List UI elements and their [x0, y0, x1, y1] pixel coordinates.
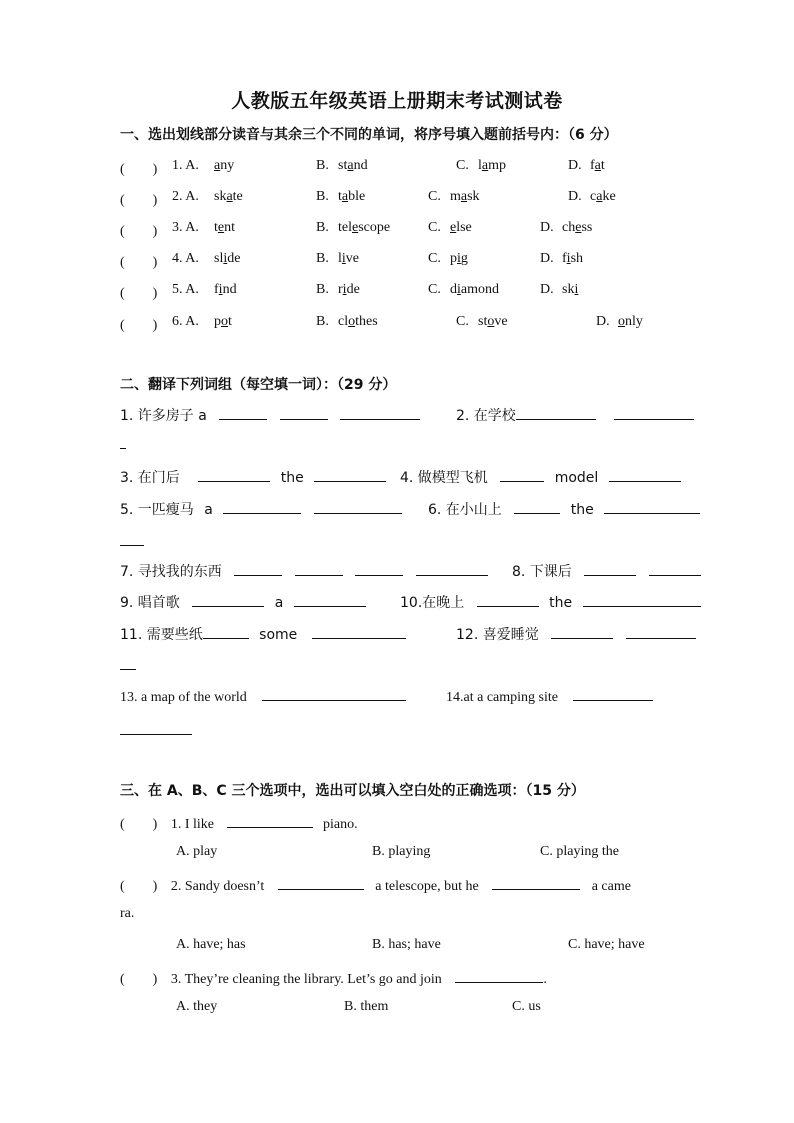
blank[interactable]	[355, 563, 403, 576]
option-a-word-post: ny	[220, 158, 235, 173]
option-b-word-pre: tel	[338, 220, 352, 235]
q2-8-text: 8. 下课后	[512, 564, 572, 580]
option-a-word-post: de	[227, 251, 241, 266]
option-c-word-post: g	[460, 251, 468, 266]
q3-1-option-b[interactable]: B. playing	[372, 844, 431, 859]
blank[interactable]	[573, 688, 653, 701]
option-c-word[interactable]	[450, 189, 480, 205]
blank[interactable]	[455, 970, 543, 983]
blank[interactable]	[278, 877, 364, 890]
option-c-word-mid: a	[460, 189, 468, 204]
option-c-word[interactable]	[450, 282, 499, 298]
option-b-word-post: ve	[345, 251, 359, 266]
q2-9-text: 9. 唱首歌	[120, 595, 180, 611]
option-d-label: D.	[568, 189, 582, 204]
answer-paren[interactable]: ( )	[120, 255, 158, 270]
option-a-word-mid: a	[214, 158, 221, 173]
option-c-label: C.	[428, 282, 441, 297]
answer-paren[interactable]: ( )	[120, 318, 158, 333]
option-c-word[interactable]	[478, 158, 506, 174]
option-d-label: D.	[540, 220, 554, 235]
option-b-word-mid: a	[347, 158, 354, 173]
option-a-word-mid: i	[223, 251, 228, 266]
q2-12	[456, 624, 696, 644]
blank[interactable]	[516, 407, 596, 420]
q3-1-text-b: piano.	[322, 817, 358, 832]
option-d-word-post: ke	[602, 189, 616, 204]
q3-3-option-a[interactable]: A. they	[176, 999, 218, 1014]
option-b-label: B.	[316, 158, 329, 173]
option-d-word-post: ss	[581, 220, 593, 235]
option-b-word-pre: r	[338, 282, 343, 297]
q3-2-option-b[interactable]: B. has; have	[372, 937, 441, 952]
blank[interactable]	[500, 469, 544, 482]
blank[interactable]	[492, 877, 580, 890]
option-d-word-pre: c	[590, 189, 597, 204]
option-c-word[interactable]	[450, 251, 468, 267]
option-b-word-post: thes	[355, 314, 378, 329]
option-a-word-mid: o	[221, 314, 228, 329]
option-b-word-pre: t	[338, 189, 342, 204]
option-c-word-pre: st	[478, 314, 488, 329]
option-d-word[interactable]	[590, 189, 616, 205]
option-d-word-mid: i	[566, 251, 571, 266]
q2-3	[120, 467, 386, 487]
blank[interactable]	[234, 563, 282, 576]
answer-paren[interactable]: ( )	[120, 224, 158, 239]
option-a-word[interactable]	[214, 282, 237, 298]
option-c-word-mid: a	[481, 158, 489, 173]
option-b-label: B.	[316, 189, 329, 204]
q2-9-word: a	[274, 595, 284, 611]
q3-3-text-b: .	[543, 972, 547, 987]
blank[interactable]	[280, 407, 328, 420]
blank-wrap	[120, 545, 144, 546]
section3-heading: 三、在 A、B、C 三个选项中，选出可以填入空白处的正确选项：（15 分）	[120, 783, 585, 799]
option-b-word-mid: o	[348, 314, 356, 329]
option-c-word-post: mp	[488, 158, 506, 173]
option-a-word[interactable]	[214, 158, 234, 174]
option-a-word-mid: a	[226, 189, 233, 204]
q3-2-text-c: a came	[591, 879, 631, 894]
q2-6	[428, 499, 700, 519]
option-d-label: D.	[596, 314, 610, 329]
q2-3-text: 3. 在门后	[120, 470, 180, 486]
q3-3-stem	[120, 968, 547, 988]
question-number: 4. A.	[172, 251, 199, 266]
q3-2-stem	[120, 875, 631, 895]
blank-wrap	[120, 734, 192, 735]
blank[interactable]	[614, 407, 694, 420]
q3-2-wrap: ra.	[120, 906, 135, 921]
option-d-word-mid: a	[594, 158, 601, 173]
q2-13-text: 13. a map of the world	[120, 690, 247, 705]
option-d-word-pre: sk	[562, 282, 575, 297]
option-a-word[interactable]	[214, 314, 232, 330]
q2-3-word: the	[280, 470, 304, 486]
option-a-word-mid: e	[217, 220, 225, 235]
option-b-word[interactable]	[338, 220, 390, 236]
option-b-word-mid: i	[341, 251, 346, 266]
q2-10-word: the	[549, 595, 573, 611]
blank[interactable]	[262, 688, 406, 701]
option-b-word-mid: a	[341, 189, 349, 204]
blank[interactable]	[192, 594, 264, 607]
option-c-label: C.	[428, 189, 441, 204]
q2-4-word: model	[554, 470, 599, 486]
option-d-word-post: sh	[570, 251, 584, 266]
q2-10	[400, 592, 701, 612]
option-c-word-post: ve	[494, 314, 508, 329]
option-d-word-mid: e	[575, 220, 582, 235]
option-a-word-pre: sk	[214, 189, 227, 204]
blank[interactable]	[626, 626, 696, 639]
option-d-word-pre: ch	[562, 220, 576, 235]
blank[interactable]	[219, 407, 267, 420]
q2-5-text: 5. 一匹瘦马	[120, 502, 194, 518]
blank[interactable]	[227, 815, 313, 828]
blank[interactable]	[583, 594, 701, 607]
blank[interactable]	[551, 626, 613, 639]
blank[interactable]	[584, 563, 636, 576]
option-b-label: B.	[316, 220, 329, 235]
q3-2-option-a[interactable]: A. have; has	[176, 937, 246, 952]
option-c-word[interactable]	[450, 220, 472, 236]
q3-1-text-a: 1. I like	[170, 817, 214, 832]
option-d-word[interactable]	[562, 282, 578, 298]
option-c-label: C.	[456, 158, 469, 173]
option-a-word-post: nt	[224, 220, 235, 235]
q2-2	[456, 405, 694, 425]
q2-7-text: 7. 寻找我的东西	[120, 564, 222, 580]
option-c-word-mid: o	[487, 314, 495, 329]
option-b-word[interactable]	[338, 282, 360, 298]
answer-paren[interactable]: ( )	[120, 879, 158, 894]
question-number: 5. A.	[172, 282, 199, 297]
option-d-label: D.	[540, 251, 554, 266]
blank[interactable]	[604, 501, 700, 514]
option-b-word[interactable]	[338, 189, 365, 205]
q2-5	[120, 499, 402, 519]
q3-3-option-c[interactable]: C. us	[512, 999, 541, 1014]
option-b-word-pre: st	[338, 158, 348, 173]
q2-11-word: some	[259, 627, 298, 643]
blank[interactable]	[649, 563, 701, 576]
option-b-word[interactable]	[338, 158, 368, 174]
option-d-word-mid: o	[618, 314, 625, 329]
option-d-label: D.	[568, 158, 582, 173]
option-c-word-mid: e	[450, 220, 457, 235]
option-a-word[interactable]	[214, 251, 240, 267]
option-a-word-post: t	[228, 314, 232, 329]
answer-paren[interactable]: ( )	[120, 817, 158, 832]
option-b-word-mid: e	[352, 220, 359, 235]
option-b-word-post: scope	[358, 220, 391, 235]
option-c-word-mid: i	[457, 251, 461, 266]
option-d-word-pre: f	[590, 158, 595, 173]
q2-14-text: 14.at a camping site	[446, 690, 558, 705]
q3-2-text-b: a telescope, but he	[375, 879, 479, 894]
q2-8	[512, 561, 701, 581]
q3-1-stem	[120, 813, 358, 833]
option-b-word[interactable]	[338, 251, 359, 267]
page-title: 人教版五年级英语上册期末考试测试卷	[231, 90, 563, 112]
option-b-word-post: ble	[348, 189, 366, 204]
answer-paren[interactable]: ( )	[120, 162, 158, 177]
blank[interactable]	[477, 594, 539, 607]
answer-paren[interactable]: ( )	[120, 286, 158, 301]
option-a-word-pre: t	[214, 220, 218, 235]
option-d-word-mid: a	[596, 189, 603, 204]
option-a-word-pre: f	[214, 282, 219, 297]
blank[interactable]	[312, 626, 406, 639]
answer-paren[interactable]: ( )	[120, 193, 158, 208]
option-d-word-post: t	[600, 158, 605, 173]
q2-4-text: 4. 做模型飞机	[400, 470, 488, 486]
q2-6-text: 6. 在小山上	[428, 502, 502, 518]
option-a-word-pre: p	[214, 314, 221, 329]
q2-14	[446, 688, 653, 706]
blank-wrap	[120, 448, 126, 449]
option-b-word-post: de	[346, 282, 360, 297]
q2-12-text: 12. 喜爱睡觉	[456, 627, 539, 643]
option-a-word-post: te	[232, 189, 243, 204]
section2-heading: 二、翻译下列词组（每空填一词）：（29 分）	[120, 377, 397, 393]
blank[interactable]	[514, 501, 560, 514]
q2-7	[120, 561, 488, 581]
section1-heading: 一、选出划线部分读音与其余三个不同的单词，将序号填入题前括号内：（6 分）	[120, 127, 618, 143]
q2-6-word: the	[570, 502, 594, 518]
option-d-word[interactable]	[562, 220, 592, 236]
option-c-word-mid: i	[457, 282, 461, 297]
q2-11	[120, 624, 406, 644]
option-b-label: B.	[316, 251, 329, 266]
option-c-word-pre: l	[478, 158, 482, 173]
option-b-word-pre: l	[338, 251, 342, 266]
blank[interactable]	[198, 469, 270, 482]
q2-13	[120, 688, 406, 706]
option-d-word[interactable]	[562, 251, 583, 267]
answer-paren[interactable]: ( )	[120, 972, 158, 987]
blank[interactable]	[223, 501, 301, 514]
option-c-word-pre: p	[450, 251, 457, 266]
option-d-word[interactable]	[618, 314, 643, 330]
option-b-word-mid: i	[342, 282, 347, 297]
option-d-word[interactable]	[590, 158, 605, 174]
option-a-word-mid: i	[218, 282, 223, 297]
q2-1	[120, 405, 420, 425]
question-number: 2. A.	[172, 189, 199, 204]
blank[interactable]	[295, 563, 343, 576]
q2-11-text: 11. 需要些纸	[120, 627, 203, 643]
option-d-label: D.	[540, 282, 554, 297]
blank[interactable]	[314, 501, 402, 514]
option-b-label: B.	[316, 314, 329, 329]
option-c-label: C.	[428, 251, 441, 266]
option-a-word-post: nd	[222, 282, 237, 297]
q2-4	[400, 467, 681, 487]
question-number: 6. A.	[172, 314, 199, 329]
q2-5-word: a	[204, 502, 213, 518]
q2-1-text: 1. 许多房子 a	[120, 408, 207, 424]
q3-2-option-c[interactable]: C. have; have	[568, 937, 645, 952]
q3-3-text-a: 3. They’re cleaning the library. Let’s go and join	[170, 972, 442, 987]
option-d-word-post: nly	[625, 314, 643, 329]
option-d-word-pre: f	[562, 251, 567, 266]
blank[interactable]	[314, 469, 386, 482]
blank[interactable]	[203, 626, 249, 639]
q2-10-text: 10.在晚上	[400, 595, 465, 611]
option-d-word-mid: i	[574, 282, 579, 297]
option-c-label: C.	[428, 220, 441, 235]
option-c-word-pre: d	[450, 282, 457, 297]
option-c-word-pre: m	[450, 189, 461, 204]
blank[interactable]	[416, 563, 488, 576]
q3-2-text-a: 2. Sandy doesn’t	[170, 879, 265, 894]
blank-wrap	[120, 669, 136, 670]
option-b-word-pre: cl	[338, 314, 349, 329]
q2-2-text: 2. 在学校	[456, 408, 516, 424]
option-c-word-post: amond	[460, 282, 499, 297]
option-a-word-pre: sl	[214, 251, 224, 266]
q3-1-option-a[interactable]: A. play	[176, 844, 218, 859]
option-c-word[interactable]	[478, 314, 508, 330]
blank[interactable]	[609, 469, 681, 482]
option-c-word-post: sk	[467, 189, 480, 204]
q2-9	[120, 592, 366, 612]
option-a-word[interactable]	[214, 220, 235, 236]
option-b-word[interactable]	[338, 314, 378, 330]
q3-3-option-b[interactable]: B. them	[344, 999, 389, 1014]
option-c-label: C.	[456, 314, 469, 329]
option-c-word-post: lse	[456, 220, 472, 235]
option-b-label: B.	[316, 282, 329, 297]
blank[interactable]	[294, 594, 366, 607]
option-a-word[interactable]	[214, 189, 243, 205]
q3-1-option-c[interactable]: C. playing the	[540, 844, 619, 859]
blank[interactable]	[340, 407, 420, 420]
question-number: 3. A.	[172, 220, 199, 235]
question-number: 1. A.	[172, 158, 199, 173]
option-b-word-post: nd	[353, 158, 368, 173]
